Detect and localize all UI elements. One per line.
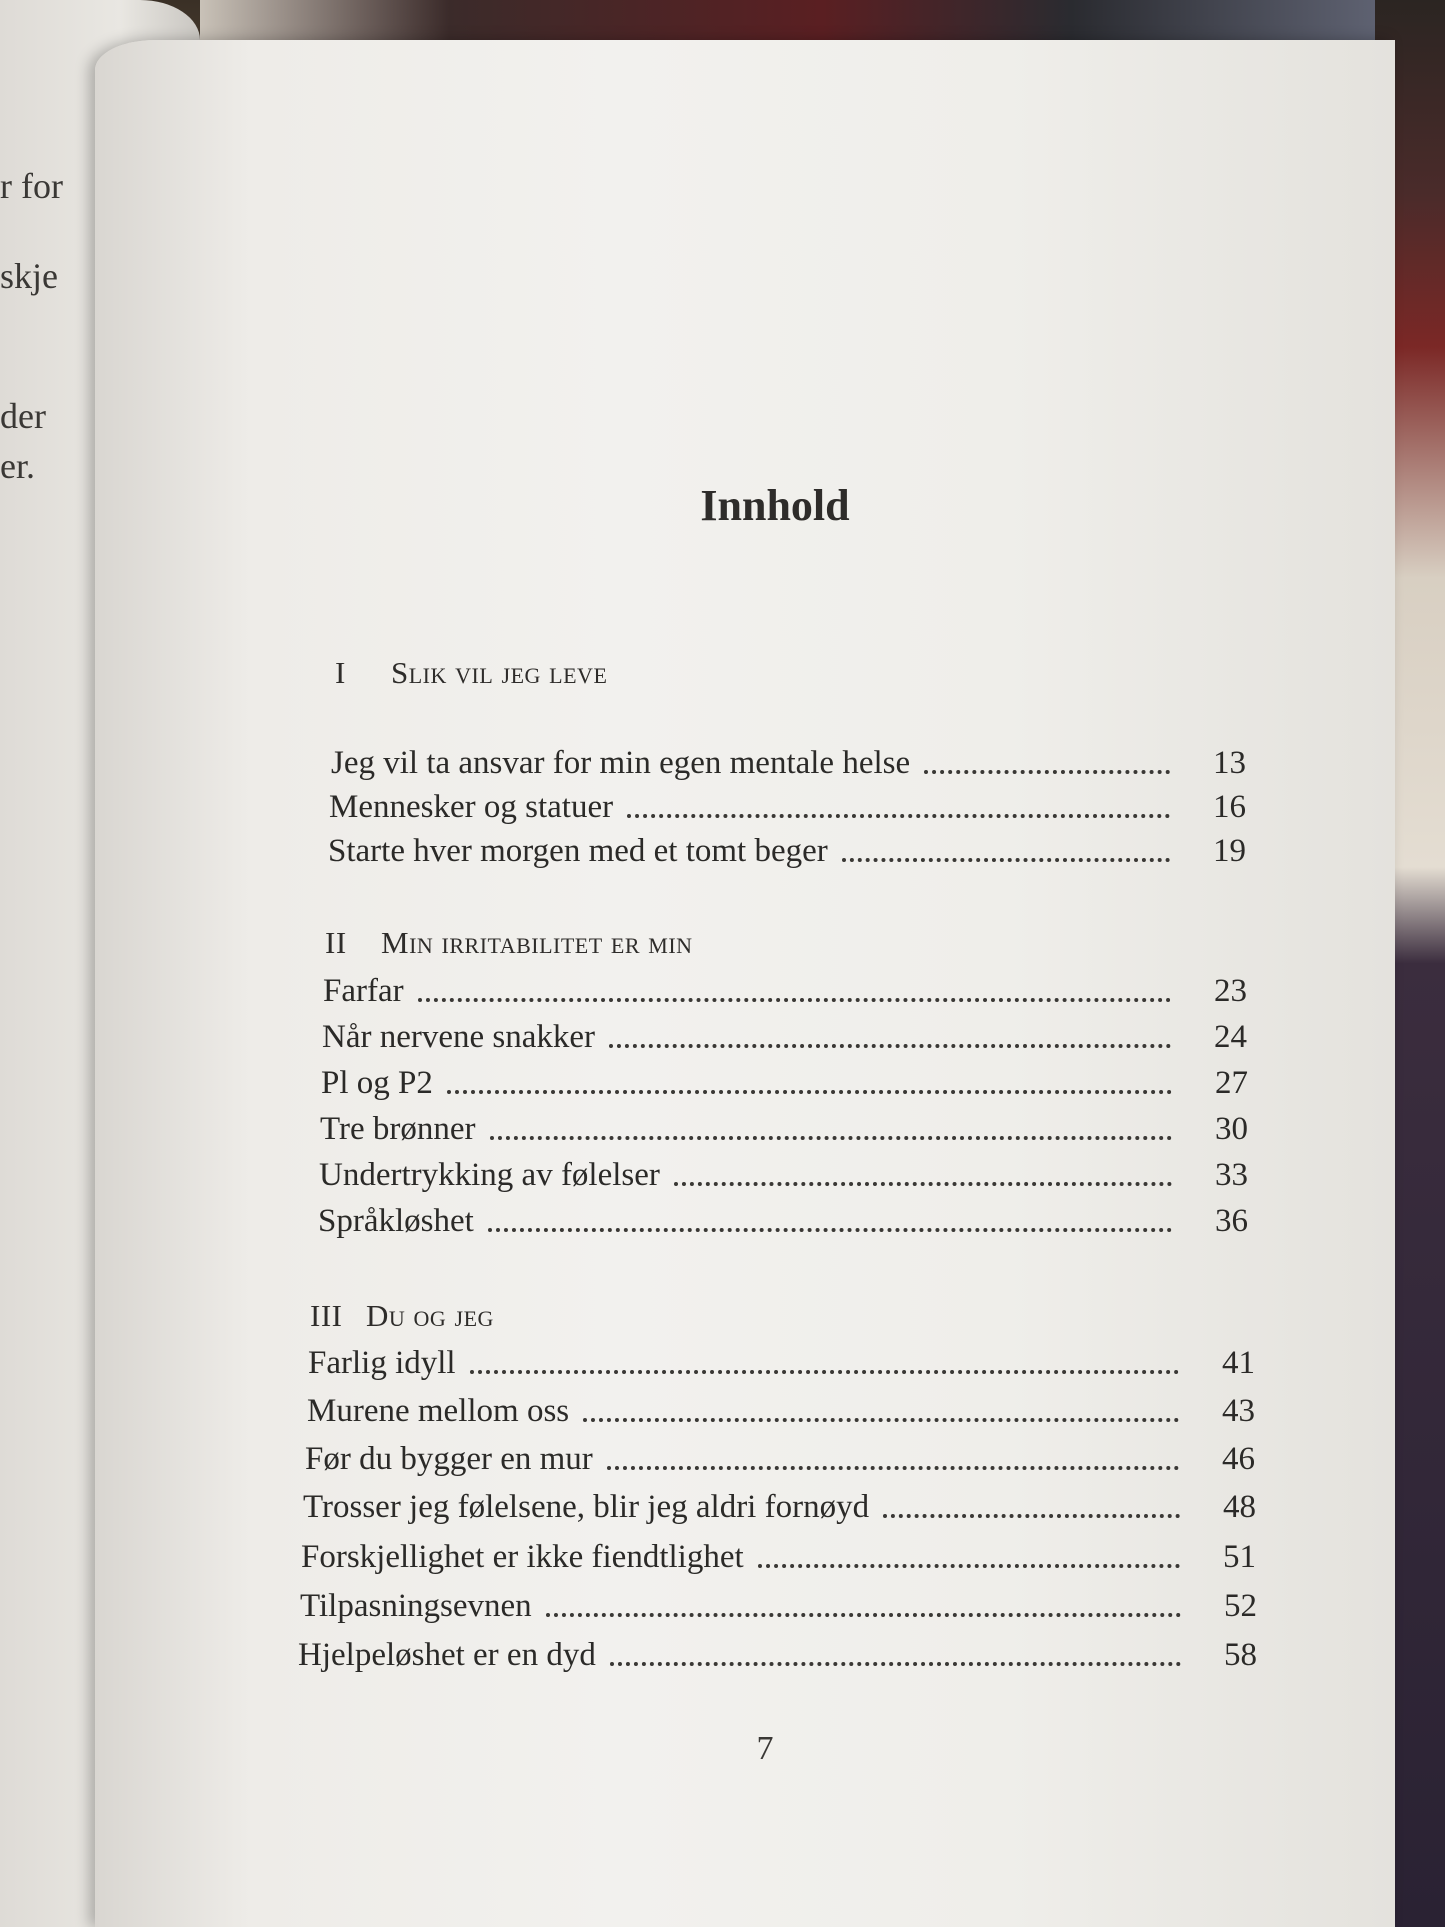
toc-entry: [307, 1388, 1255, 1430]
entry-page: 33: [1215, 1157, 1248, 1193]
entry-page: 23: [1214, 973, 1247, 1009]
leader-dots: [546, 1613, 1181, 1617]
leader-dots: [418, 998, 1171, 1002]
toc-entry: [308, 1340, 1255, 1382]
entry-title: Undertrykking av følelser: [319, 1157, 660, 1193]
entry-page: 52: [1224, 1588, 1257, 1624]
section-numeral: III: [310, 1298, 343, 1333]
entry-page: 51: [1223, 1539, 1256, 1575]
toc-entry: [321, 1060, 1248, 1102]
entry-title: Når nervene snakker: [322, 1019, 596, 1055]
entry-page: 16: [1213, 789, 1246, 825]
entry-page: 58: [1224, 1637, 1257, 1673]
entry-page: 19: [1213, 833, 1246, 869]
toc-entry: [320, 1106, 1248, 1148]
page-title: Innhold: [700, 481, 850, 530]
toc-entry: [322, 1014, 1247, 1056]
previous-page-text: der: [0, 396, 46, 436]
section-heading: [310, 1298, 494, 1334]
leader-dots: [607, 1466, 1179, 1470]
section-title: Slik vil jeg leve: [391, 655, 608, 690]
toc-entry: [328, 828, 1246, 870]
previous-page-text: r for: [0, 166, 63, 206]
previous-page-text: er.: [0, 446, 35, 486]
entry-title: Murene mellom oss: [307, 1393, 570, 1429]
toc-entry: [298, 1632, 1257, 1674]
entry-title: Jeg vil ta ansvar for min egen mentale helse: [331, 745, 911, 781]
leader-dots: [842, 858, 1170, 862]
entry-page: 24: [1214, 1019, 1247, 1055]
toc-entry: [331, 740, 1246, 782]
entry-title: Tilpasningsevnen: [300, 1588, 532, 1624]
entry-title: Mennesker og statuer: [329, 789, 614, 825]
entry-title: Hjelpeløshet er en dyd: [298, 1637, 596, 1673]
toc-entry: [305, 1436, 1255, 1478]
entry-title: Språkløshet: [318, 1203, 474, 1239]
leader-dots: [610, 1662, 1181, 1666]
leader-dots: [627, 814, 1170, 818]
entry-page: 13: [1213, 745, 1246, 781]
leader-dots: [883, 1514, 1180, 1518]
leader-dots: [447, 1090, 1172, 1094]
leader-dots: [609, 1044, 1171, 1048]
entry-title: Forskjellighet er ikke fiendtlighet: [301, 1539, 744, 1575]
contents-page: [95, 40, 1395, 1927]
entry-title: Starte hver morgen med et tomt beger: [328, 833, 828, 869]
entry-page: 46: [1222, 1441, 1255, 1477]
entry-title: Før du bygger en mur: [305, 1441, 593, 1477]
section-heading: [335, 655, 607, 691]
leader-dots: [758, 1564, 1180, 1568]
toc-entry: [329, 784, 1246, 826]
entry-page: 48: [1223, 1489, 1256, 1525]
leader-dots: [470, 1370, 1179, 1374]
entry-page: 30: [1215, 1111, 1248, 1147]
section-numeral: II: [325, 925, 347, 960]
entry-title: Farfar: [323, 973, 404, 1009]
toc-entry: [300, 1583, 1257, 1625]
entry-page: 27: [1215, 1065, 1248, 1101]
toc-entry: [318, 1198, 1248, 1240]
previous-page-text: skje: [0, 256, 58, 296]
leader-dots: [488, 1228, 1172, 1232]
entry-title: Tre brønner: [320, 1111, 476, 1147]
section-numeral: I: [335, 655, 346, 690]
entry-page: 36: [1215, 1203, 1248, 1239]
entry-title: Pl og P2: [321, 1065, 433, 1101]
page-number: 7: [756, 1730, 774, 1767]
section-title: Du og jeg: [366, 1298, 494, 1333]
leader-dots: [674, 1182, 1172, 1186]
entry-title: Farlig idyll: [308, 1345, 456, 1381]
toc-entry: [323, 968, 1247, 1010]
toc-entry: [301, 1534, 1256, 1576]
leader-dots: [490, 1136, 1172, 1140]
leader-dots: [924, 770, 1170, 774]
leader-dots: [583, 1418, 1179, 1422]
section-title: Min irritabilitet er min: [381, 925, 693, 960]
toc-entry: [303, 1484, 1256, 1526]
section-heading: [325, 925, 693, 961]
toc-entry: [319, 1152, 1248, 1194]
entry-title: Trosser jeg følelsene, blir jeg aldri fornøyd: [303, 1489, 870, 1525]
entry-page: 43: [1222, 1393, 1255, 1429]
entry-page: 41: [1222, 1345, 1255, 1381]
